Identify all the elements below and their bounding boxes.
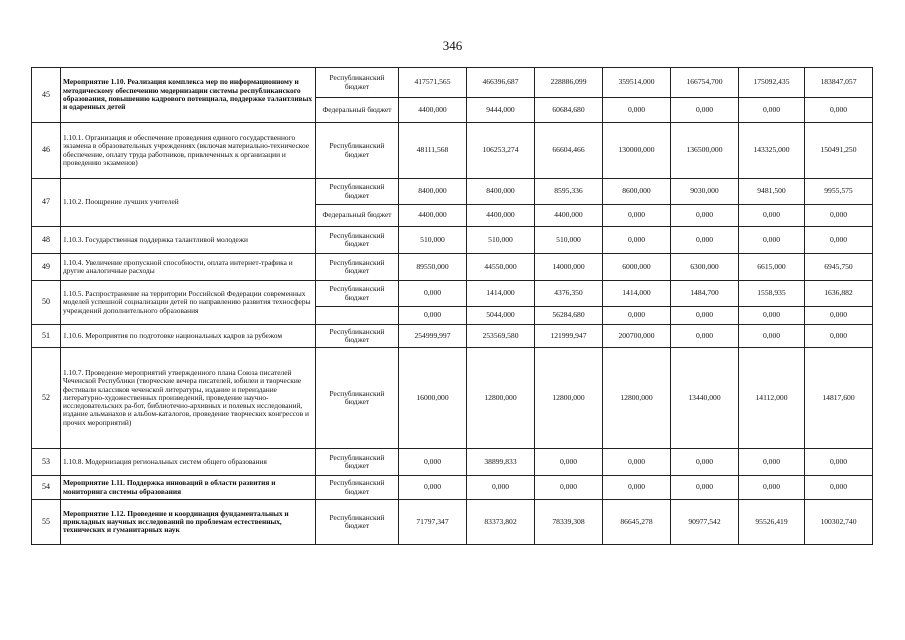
amount-cell: 130000,000 xyxy=(603,123,671,179)
amount-cell: 4376,350 xyxy=(535,281,603,307)
amount-cell: 0,000 xyxy=(535,476,603,500)
row-number: 50 xyxy=(32,281,61,325)
funding-source: Республиканский бюджет xyxy=(316,449,399,476)
funding-source: Республиканский бюджет xyxy=(316,227,399,254)
amount-cell: 44550,000 xyxy=(467,254,535,281)
row-number: 46 xyxy=(32,123,61,179)
budget-table xyxy=(31,67,873,545)
page-number: 346 xyxy=(442,38,463,53)
amount-cell: 0,000 xyxy=(399,307,467,325)
amount-cell: 13440,000 xyxy=(671,348,739,449)
amount-cell: 78339,308 xyxy=(535,500,603,545)
table-row xyxy=(32,227,873,254)
funding-source: Республиканский бюджет xyxy=(316,179,399,205)
row-number: 53 xyxy=(32,449,61,476)
amount-cell: 0,000 xyxy=(399,476,467,500)
amount-cell: 0,000 xyxy=(603,98,671,123)
amount-cell: 254999,997 xyxy=(399,325,467,348)
amount-cell: 0,000 xyxy=(671,227,739,254)
amount-cell: 0,000 xyxy=(603,227,671,254)
table-row xyxy=(32,68,873,98)
amount-cell: 71797,347 xyxy=(399,500,467,545)
amount-cell: 0,000 xyxy=(805,476,873,500)
row-number: 45 xyxy=(32,68,61,123)
funding-source xyxy=(316,307,399,325)
amount-cell: 48111,568 xyxy=(399,123,467,179)
amount-cell: 0,000 xyxy=(739,205,805,227)
amount-cell: 12800,000 xyxy=(603,348,671,449)
funding-source: Республиканский бюджет xyxy=(316,348,399,449)
amount-cell: 60684,680 xyxy=(535,98,603,123)
measure-description: Мероприятие 1.11. Поддержка инноваций в области развития и мониторинга системы образования xyxy=(61,476,316,500)
amount-cell: 6615,000 xyxy=(739,254,805,281)
amount-cell: 1636,882 xyxy=(805,281,873,307)
amount-cell: 136500,000 xyxy=(671,123,739,179)
amount-cell: 9481,500 xyxy=(739,179,805,205)
measure-description: 1.10.4. Увеличение пропускной способности, оплата интернет-трафика и другие аналогичные расходы xyxy=(61,254,316,281)
measure-description: 1.10.5. Распространение на территории Российской Федерации современных моделей успешной социализации детей по направлению развития техносферы учреждений дополнительного образования xyxy=(61,281,316,325)
funding-source: Федеральный бюджет xyxy=(316,205,399,227)
amount-cell: 510,000 xyxy=(399,227,467,254)
measure-description: 1.10.6. Мероприятия по подготовке национальных кадров за рубежом xyxy=(61,325,316,348)
measure-description: 1.10.7. Проведение мероприятий утвержденного плана Союза писателей Чеченской Республики (творческие вечера писателей, юбилеи и творческие фестивали классиков чеченской литературы, издание и переиздание литературно-художественных произведений, проведение научно-исследовательских ра-бот, библиотечно-архивных и полевых исследований, издание альманахов и альбом-каталогов, проведение творческих конгрессов и прочих мероприятий) xyxy=(61,348,316,449)
amount-cell: 9955,575 xyxy=(805,179,873,205)
amount-cell: 0,000 xyxy=(671,325,739,348)
amount-cell: 0,000 xyxy=(671,98,739,123)
amount-cell: 175092,435 xyxy=(739,68,805,98)
amount-cell: 12800,000 xyxy=(467,348,535,449)
table-row xyxy=(32,254,873,281)
amount-cell: 0,000 xyxy=(739,307,805,325)
amount-cell: 14817,600 xyxy=(805,348,873,449)
amount-cell: 0,000 xyxy=(603,449,671,476)
amount-cell: 150491,250 xyxy=(805,123,873,179)
amount-cell: 4400,000 xyxy=(399,205,467,227)
amount-cell: 466396,687 xyxy=(467,68,535,98)
amount-cell: 143325,000 xyxy=(739,123,805,179)
amount-cell: 86645,278 xyxy=(603,500,671,545)
funding-source: Федеральный бюджет xyxy=(316,98,399,123)
amount-cell: 0,000 xyxy=(805,227,873,254)
amount-cell: 6945,750 xyxy=(805,254,873,281)
table-row xyxy=(32,476,873,500)
amount-cell: 95526,419 xyxy=(739,500,805,545)
amount-cell: 0,000 xyxy=(467,476,535,500)
measure-description: Мероприятие 1.10. Реализация комплекса мер по информационному и методическому обеспечению модернизации системы республиканского образования, повышению кадрового потенциала, поддержке талантливых и одаренных детей xyxy=(61,68,316,123)
amount-cell: 0,000 xyxy=(671,205,739,227)
amount-cell: 1414,000 xyxy=(467,281,535,307)
table-row xyxy=(32,500,873,545)
row-number: 48 xyxy=(32,227,61,254)
amount-cell: 0,000 xyxy=(671,307,739,325)
amount-cell: 0,000 xyxy=(805,449,873,476)
amount-cell: 4400,000 xyxy=(399,98,467,123)
table-row xyxy=(32,348,873,449)
amount-cell: 0,000 xyxy=(739,98,805,123)
amount-cell: 0,000 xyxy=(805,98,873,123)
amount-cell: 4400,000 xyxy=(467,205,535,227)
amount-cell: 183847,057 xyxy=(805,68,873,98)
amount-cell: 12800,000 xyxy=(535,348,603,449)
amount-cell: 417571,565 xyxy=(399,68,467,98)
table-row xyxy=(32,179,873,205)
funding-source: Республиканский бюджет xyxy=(316,476,399,500)
amount-cell: 8400,000 xyxy=(467,179,535,205)
amount-cell: 38899,833 xyxy=(467,449,535,476)
funding-source: Республиканский бюджет xyxy=(316,281,399,307)
funding-source: Республиканский бюджет xyxy=(316,123,399,179)
amount-cell: 0,000 xyxy=(671,476,739,500)
funding-source: Республиканский бюджет xyxy=(316,254,399,281)
table-row xyxy=(32,281,873,307)
row-number: 55 xyxy=(32,500,61,545)
measure-description: Мероприятие 1.12. Проведение и координация фундаментальных и прикладных научных исследований по проблемам естественных, технических и гуманитарных наук xyxy=(61,500,316,545)
amount-cell: 83373,802 xyxy=(467,500,535,545)
row-number: 49 xyxy=(32,254,61,281)
amount-cell: 56284,680 xyxy=(535,307,603,325)
table-row xyxy=(32,325,873,348)
amount-cell: 0,000 xyxy=(805,325,873,348)
measure-description: 1.10.1. Организация и обеспечение проведения единого государственного экзамена в образовательных учреждениях (включая материально-техническое обеспечение, оплату труда работников, привлеченных к организации и проведению экзаменов) xyxy=(61,123,316,179)
amount-cell: 0,000 xyxy=(535,449,603,476)
amount-cell: 1558,935 xyxy=(739,281,805,307)
amount-cell: 510,000 xyxy=(467,227,535,254)
funding-source: Республиканский бюджет xyxy=(316,325,399,348)
amount-cell: 0,000 xyxy=(399,281,467,307)
measure-description: 1.10.8. Модернизация региональных систем общего образования xyxy=(61,449,316,476)
amount-cell: 66604,466 xyxy=(535,123,603,179)
amount-cell: 121999,947 xyxy=(535,325,603,348)
amount-cell: 0,000 xyxy=(671,449,739,476)
amount-cell: 0,000 xyxy=(399,449,467,476)
amount-cell: 6000,000 xyxy=(603,254,671,281)
measure-description: 1.10.3. Государственная поддержка талантливой молодежи xyxy=(61,227,316,254)
amount-cell: 0,000 xyxy=(603,307,671,325)
amount-cell: 253569,580 xyxy=(467,325,535,348)
amount-cell: 5044,000 xyxy=(467,307,535,325)
amount-cell: 0,000 xyxy=(739,227,805,254)
row-number: 54 xyxy=(32,476,61,500)
amount-cell: 359514,000 xyxy=(603,68,671,98)
amount-cell: 0,000 xyxy=(805,205,873,227)
amount-cell: 90977,542 xyxy=(671,500,739,545)
amount-cell: 0,000 xyxy=(739,476,805,500)
amount-cell: 0,000 xyxy=(603,476,671,500)
amount-cell: 0,000 xyxy=(739,325,805,348)
amount-cell: 8600,000 xyxy=(603,179,671,205)
table-row xyxy=(32,123,873,179)
amount-cell: 1414,000 xyxy=(603,281,671,307)
row-number: 51 xyxy=(32,325,61,348)
amount-cell: 14000,000 xyxy=(535,254,603,281)
amount-cell: 0,000 xyxy=(739,449,805,476)
amount-cell: 4400,000 xyxy=(535,205,603,227)
amount-cell: 14112,000 xyxy=(739,348,805,449)
amount-cell: 0,000 xyxy=(805,307,873,325)
amount-cell: 6300,000 xyxy=(671,254,739,281)
amount-cell: 9030,000 xyxy=(671,179,739,205)
amount-cell: 100302,740 xyxy=(805,500,873,545)
amount-cell: 200700,000 xyxy=(603,325,671,348)
amount-cell: 166754,700 xyxy=(671,68,739,98)
amount-cell: 16000,000 xyxy=(399,348,467,449)
amount-cell: 89550,000 xyxy=(399,254,467,281)
row-number: 52 xyxy=(32,348,61,449)
amount-cell: 1484,700 xyxy=(671,281,739,307)
amount-cell: 9444,000 xyxy=(467,98,535,123)
funding-source: Республиканский бюджет xyxy=(316,500,399,545)
amount-cell: 8400,000 xyxy=(399,179,467,205)
amount-cell: 106253,274 xyxy=(467,123,535,179)
measure-description: 1.10.2. Поощрение лучших учителей xyxy=(61,179,316,227)
amount-cell: 228886,099 xyxy=(535,68,603,98)
funding-source: Республиканский бюджет xyxy=(316,68,399,98)
amount-cell: 0,000 xyxy=(603,205,671,227)
table-row xyxy=(32,449,873,476)
amount-cell: 510,000 xyxy=(535,227,603,254)
row-number: 47 xyxy=(32,179,61,227)
amount-cell: 8595,336 xyxy=(535,179,603,205)
